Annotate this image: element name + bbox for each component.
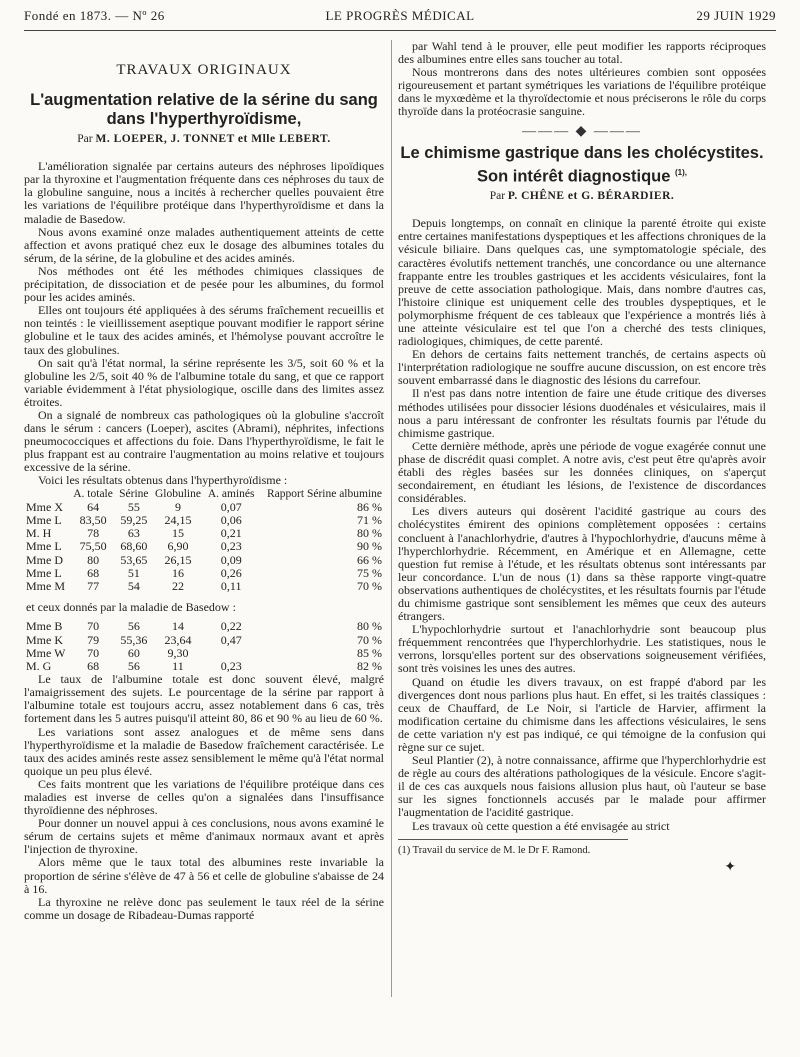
table-cell: 80 %	[357, 619, 382, 634]
table-cell: 11	[172, 658, 184, 673]
table-cell: 0,06	[220, 512, 242, 527]
table-cell: Mme L	[26, 539, 62, 554]
table-row	[24, 527, 384, 540]
running-header	[24, 8, 776, 28]
table-cell: 78	[87, 526, 100, 541]
paragraph: Quand on étudie les divers travaux, on est frappé d'abord par les divergences dont nous parlions plus haut. En effet, si les traités classiques : ceux de Chauffard, de Le Noir, si l'article de Harvier, affirment la modification certaine du chimisme dans les affections vésiculaires, le sens de cette variation n'y est pas indiqué, ce qui témoigne de la confusion qui règne sur ce sujet.	[398, 674, 766, 754]
article-byline-2	[398, 190, 766, 203]
ornament-divider: ——— ◆ ———	[522, 123, 642, 139]
paragraph: Nous avons examiné onze malades authentiquement atteints de cette affection et avons pratiqué chez eux le dosage des albumines totales du sérum, de la sérine, de la globuline et des acides aminés.	[24, 224, 384, 265]
table-cell: 15	[171, 526, 184, 541]
body-paragraphs-right	[398, 217, 766, 832]
table-cell: 24,15	[164, 512, 192, 527]
table-cell: 68	[87, 565, 100, 580]
left-column	[24, 40, 384, 922]
table-cell: Mme M	[26, 578, 65, 593]
table-cell	[204, 647, 258, 660]
table-cell: 9	[174, 499, 181, 514]
table-cell: 51	[127, 565, 140, 580]
paragraph: En dehors de certains faits nettement tranchés, de certains aspects où l'interprétation radiologique ne souffre aucune discussion, on est encore très souvent embarrassé dans le diagnostic des lésions du carrefour.	[398, 347, 766, 388]
body-paragraphs-b	[24, 673, 384, 922]
table-cell: 56	[127, 658, 140, 673]
table-cell: 0,26	[220, 565, 242, 580]
footnote: (1) Travail du service de M. le Dr F. Ramond.	[398, 844, 591, 856]
table-cell: 23,64	[164, 632, 192, 647]
table-cell: 55	[127, 499, 140, 514]
section-heading: TRAVAUX ORIGINAUX	[116, 62, 292, 78]
paragraph: Le taux de l'albumine totale est donc souvent élevé, malgré l'amaigrissement des sujets. Le pourcentage de la sérine par rapport à l'albumine totale est toujours accru, assez notablement dans 6 cas, très fortement dans les 5 autres puisqu'il atteint 80, 86 et 90 % au lieu de 60 %.	[24, 672, 384, 726]
issue-date: 29 JUIN 1929	[696, 8, 776, 23]
table-cell: 55,36	[120, 632, 148, 647]
byline-authors-2: P. CHÊNE et G. BÉRARDIER.	[507, 190, 675, 203]
table-cell: 85 %	[357, 645, 382, 660]
table-cell: 0,23	[220, 539, 242, 554]
paragraph: Les travaux où cette question a été envisagée au strict	[412, 818, 670, 833]
table-header-row	[24, 488, 384, 501]
table-cell: 68,60	[120, 539, 148, 554]
table-cell: 90 %	[357, 539, 382, 554]
table-cell: 75 %	[357, 565, 382, 580]
table-cell: 59,25	[120, 512, 148, 527]
table-cell: M. G	[26, 658, 52, 673]
footnote-rule	[398, 839, 628, 840]
journal-title: LE PROGRÈS MÉDICAL	[325, 8, 475, 23]
header-rule	[24, 30, 776, 31]
table-row	[24, 647, 384, 660]
table-row	[24, 634, 384, 647]
results-table	[24, 488, 384, 674]
table-cell: Mme B	[26, 619, 63, 634]
table-cell: Globuline	[154, 487, 201, 500]
table-cell: 79	[87, 632, 100, 647]
table-cell: 80 %	[357, 526, 382, 541]
paragraph: L'hypochlorhydrie surtout et l'anachlorhydrie sont beaucoup plus fréquemment rencontrées que l'hyperchlorhydrie. Les statistiques, nous le verrons, lorsqu'elles portent sur des observations soigneusement vérifiées, sont très voisines les unes des autres.	[398, 622, 766, 676]
table-row	[24, 501, 384, 514]
paragraph: Il n'est pas dans notre intention de faire une étude critique des diverses méthodes utilisées pour dissocier lésions duodénales et vésiculaires, mais il nous a paru intéressant de confronter les résultats fournis par l'étude du chimisme gastrique.	[398, 386, 766, 440]
continued-paragraphs	[398, 40, 766, 119]
paragraph: On sait qu'à l'état normal, la sérine représente les 3/5, soit 60 % et la globuline les 2/5, soit 40 % de l'albumine totale du sang, et que ce rapport variable évidemment à l'état physiologique, oscille dans des limites assez étroites.	[24, 355, 384, 409]
table-cell: 9,30	[167, 645, 189, 660]
table-cell: 0,47	[220, 632, 242, 647]
table-cell: 64	[87, 499, 100, 514]
table-cell: 16	[171, 565, 184, 580]
table-cell: 70	[87, 619, 100, 634]
table-cell: 82 %	[357, 658, 382, 673]
table-cell: 26,15	[164, 552, 192, 567]
table-cell: 56	[127, 619, 140, 634]
right-column	[398, 40, 766, 874]
paragraph: On a signalé de nombreux cas pathologiques où la globuline s'accroît dans le sérum : cancers (Loeper), ascites (Abrami), néphrites, infections pneumococciques et affections du foie. Dans l'hyperthyroïdisme, le fait le plus frappant est au contraire l'augmentation au moins relative et toujours excessive de la sérine.	[24, 407, 384, 475]
table-cell: A. aminés	[207, 487, 255, 500]
byline-prefix-2: Par	[489, 190, 506, 203]
table-cell: 0,21	[220, 526, 242, 541]
paragraph: Nous montrerons dans des notes ultérieures combien sont opposées rigoureusement et partant symétriques les variations de l'équilibre protéique dans le myxœdème et la thyroïdectomie et nous préciserons le rôle du corps thyroïde dans la protéocrasie sanguine.	[398, 65, 766, 119]
table-cell: 83,50	[79, 512, 107, 527]
table-subheading: et ceux donnés par la maladie de Basedow :	[26, 600, 236, 615]
column-divider	[391, 40, 392, 997]
table-cell: Mme D	[26, 552, 63, 567]
header-founded: Fondé en 1873. — Nº 26	[24, 8, 165, 23]
table-cell: Mme L	[26, 512, 62, 527]
table-cell: 0,07	[220, 499, 242, 514]
table-cell: 71 %	[357, 512, 382, 527]
paragraph: La thyroxine ne relève donc pas seulement le taux réel de la sérine comme un dosage de Ribadeau-Dumas rapporté	[24, 894, 384, 922]
table-cell: 22	[171, 578, 184, 593]
table-row	[24, 540, 384, 553]
article-byline	[24, 133, 384, 146]
table-row	[24, 514, 384, 527]
paragraph: Ces faits montrent que les variations de l'équilibre protéique dans ces maladies est inverse de celles qu'on a signalées dans l'insuffisance thyroïdienne des néphroses.	[24, 776, 384, 818]
table-cell: 86 %	[357, 499, 382, 514]
article-title-2-text: Le chimisme gastrique dans les cholécystites. Son intérêt diagnostique	[400, 143, 764, 186]
table-cell: 68	[87, 658, 100, 673]
table-row	[24, 554, 384, 567]
paragraph: L'amélioration signalée par certains auteurs des néphroses lipoïdiques par la thyroxine et l'augmentation fréquente dans ces néphroses du taux de la globuline sanguine, nous a incités à rechercher quelles pouvaient être les variations de l'équilibre protéique dans l'hyperthyroïdisme et dans la maladie de Basedow.	[24, 159, 384, 226]
table-cell: 77	[87, 578, 100, 593]
table-subheading-row	[24, 593, 384, 620]
table-cell: 54	[127, 578, 140, 593]
table-cell: Rapport Sérine albumine	[267, 487, 382, 500]
title-footnote-mark: (1),	[675, 167, 688, 177]
table-cell: M. H	[26, 526, 52, 541]
end-ornament: ✦	[724, 859, 736, 875]
table-cell: 0,22	[220, 619, 242, 634]
table-cell: Mme L	[26, 565, 62, 580]
article-title: L'augmentation relative de la sérine du sang dans l'hyperthyroïdisme,	[30, 91, 378, 129]
table-cell: 70 %	[357, 578, 382, 593]
table-cell: 14	[171, 619, 184, 634]
paragraph: Alors même que le taux total des albumines reste invariable la proportion de sérine s'élève de 47 à 56 et celle de globuline s'abaisse de 24 à 16.	[24, 855, 384, 896]
table-cell: 70	[87, 645, 100, 660]
table-cell: 0,23	[220, 658, 242, 673]
byline-authors: M. LOEPER, J. TONNET et Mlle LEBERT.	[95, 133, 331, 146]
table-cell: A. totale	[73, 487, 113, 500]
table-cell	[24, 488, 70, 501]
table-cell: 60	[127, 645, 140, 660]
paragraph: Les variations sont assez analogues et de même sens dans l'hyperthyroïdisme et la maladie de Basedow fraîchement caractérisée. Le taux des acides aminés reste assez sensiblement le même qu'à l'état normal quoique un peu plus élevé.	[24, 724, 384, 778]
paragraph: Elles ont toujours été appliquées à des sérums fraîchement recueillis et non teintés : le vieillissement aseptique pouvant modifier le rapport sérine globuline et le taux des acides aminés, et l'hémolyse pouvant accroître le taux des globulines.	[24, 303, 384, 357]
table-cell: 70 %	[357, 632, 382, 647]
paragraph: Depuis longtemps, on connaît en clinique la parenté étroite qui existe entre certaines manifestations dyspeptiques et les affections chroniques de la vésicule biliaire. Dans quelques cas, une symptomatologie spéciale, des caractères évolutifs nettement tranchés, une concordance ou une alternance frappante entre les troubles gastriques et les accidents vésiculaires, font la preuve de cette association pathologique. Mais, dans nombre d'autres cas, l'histoire clinique est uniquement celle des troubles dyspeptiques, et le polymorphisme fréquent de ces tableaux que l'expérience a montrés liés à une atteinte vésiculaire est tel que l'on a cherché des tests cliniques, radiologiques, chimiques, de cette parenté.	[398, 216, 766, 349]
article-title-2	[398, 144, 766, 187]
paragraph: Voici les résultats obtenus dans l'hyperthyroïdisme :	[38, 473, 288, 488]
paragraph: Seul Plantier (2), à notre connaissance, affirme que l'hyperchlorhydrie est de règle au cours des altérations pathologiques de la vésicule. Encore s'agit-il de ces cas auxquels nous faisions allusion plus haut, où l'auteur se base sur les signes fonctionnels accusés par le malade pour affirmer l'augmentation de l'acidité gastrique.	[398, 753, 766, 820]
table-cell: Mme K	[26, 632, 63, 647]
paragraph: Les divers auteurs qui dosèrent l'acidité gastrique au cours des cholécystites émirent des opinions complètement opposées : certains concluent à l'anachlorhydrie, d'autres à l'hypochlorhydrie, d'aucuns même à l'hyperchlorhydrie. Récemment, en Amérique et en Allemagne, cette question fut remise à l'étude, et les résultats obtenus sont intéressants par leur concordance. L'un de nous (1) dans sa thèse rapporte vingt-quatre observations authentiques de cholécystites, et les résultats fournis par l'étude du chimisme gastrique sont sensiblement les mêmes que ceux des auteurs étrangers.	[398, 504, 766, 624]
table-cell: 63	[127, 526, 140, 541]
table-cell: 66 %	[357, 552, 382, 567]
paragraph: Cette dernière méthode, après une période de vogue exagérée connut une phase de discrédit quasi complet. A notre avis, c'est peut être qu'après avoir établi des règles basées sur les données cliniques, on s'aperçut secondairement, en étudiant les lésions, de l'existence de discordances considérables.	[398, 438, 766, 506]
table-cell: Mme X	[26, 499, 63, 514]
table-row	[24, 580, 384, 593]
table-row	[24, 620, 384, 633]
table-cell: 0,09	[220, 552, 242, 567]
body-paragraphs-a	[24, 160, 384, 487]
table-cell: Mme W	[26, 645, 66, 660]
paragraph: par Wahl tend à le prouver, elle peut modifier les rapports réciproques des albumines entre elles sans toucher au total.	[398, 39, 766, 67]
paragraph: Pour donner un nouvel appui à ces conclusions, nous avons examiné le sérum de certains sujets et même d'animaux normaux avant et après l'injection de thyroxine.	[24, 816, 384, 857]
table-cell: 75,50	[79, 539, 107, 554]
byline-prefix: Par	[77, 133, 93, 146]
table-row	[24, 567, 384, 580]
paragraph: Nos méthodes ont été les méthodes chimiques classiques de précipitation, de dissociation et de pesée pour les albumines, du formol pour les acides aminés.	[24, 263, 384, 305]
table-cell: Sérine	[119, 487, 149, 500]
table-cell: 6,90	[167, 539, 189, 554]
table-cell: 53,65	[120, 552, 148, 567]
table-cell: 80	[87, 552, 100, 567]
table-cell: 0,11	[220, 578, 242, 593]
